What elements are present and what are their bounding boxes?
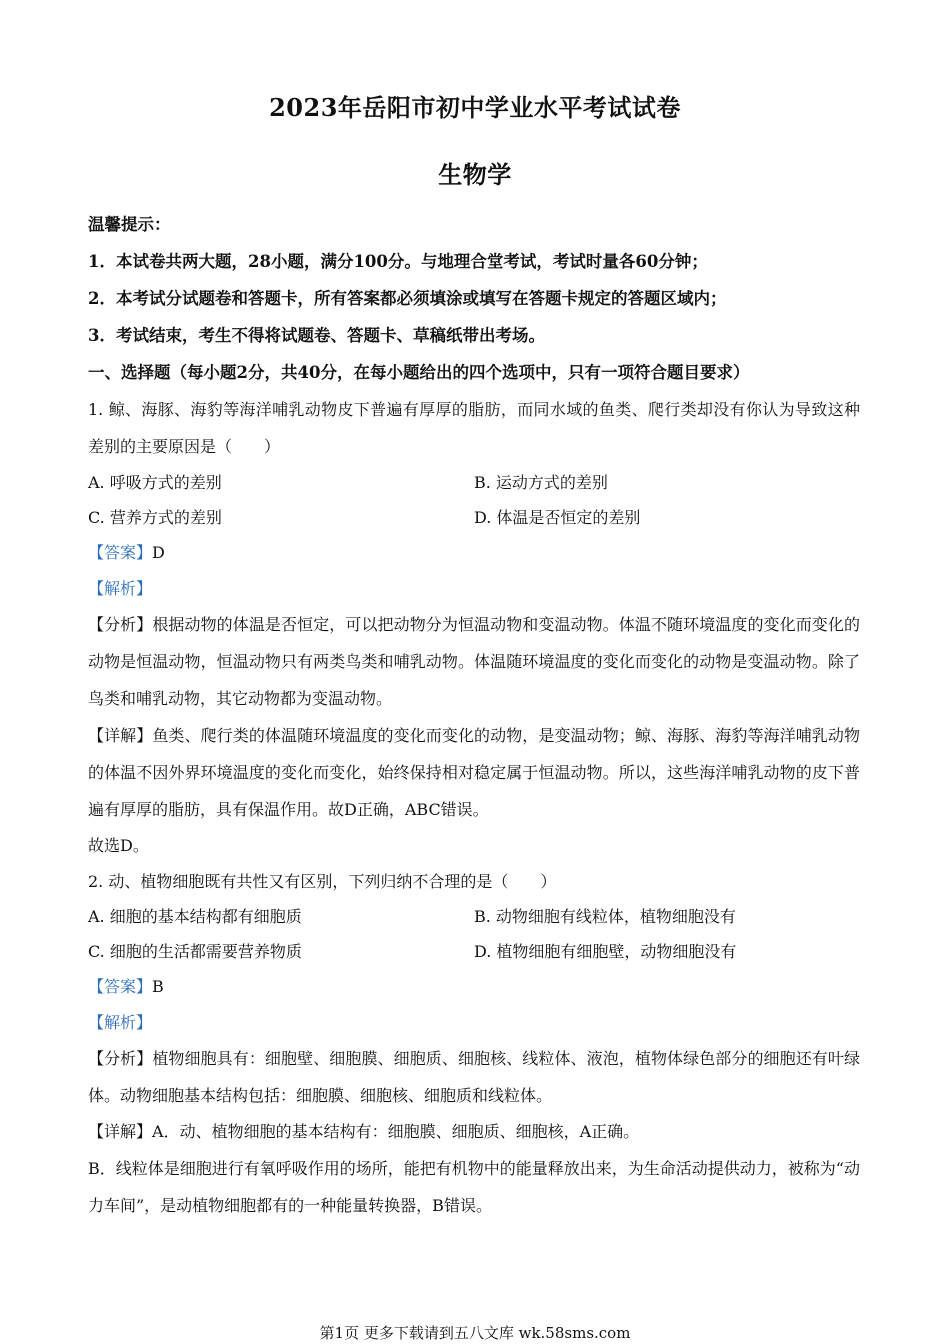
answer-tag: 【答案】: [88, 977, 153, 996]
xiangjie-tag: 【详解】: [88, 726, 153, 745]
fenxi-text: 植物细胞具有：细胞壁、细胞膜、细胞质、细胞核、线粒体、液泡，植物体绿色部分的细胞还有叶绿体。动物细胞基本结构包括：细胞膜、细胞核、细胞质和线粒体。: [88, 1049, 860, 1105]
fenxi-tag: 【分析】: [88, 1049, 153, 1068]
question-1-xiangjie: [88, 717, 860, 828]
exam-subject: 生物学: [438, 160, 512, 189]
question-2-options-row: [88, 934, 860, 969]
tip-item: 1．本试卷共两大题，28小题，满分100分。与地理合堂考试，考试时量各60分钟；: [88, 252, 708, 271]
section-heading: 一、选择题（每小题2分，共40分，在每小题给出的四个选项中，只有一项符合题目要求）: [88, 363, 750, 382]
page-footer: 第1页 更多下载请到五八文库 wk.58sms.com: [319, 1324, 631, 1342]
question-1-conclusion: 故选D。: [88, 836, 149, 855]
question-1-analysis-heading: [88, 571, 860, 607]
question-2-option-a: A. 细胞的基本结构都有细胞质: [88, 907, 302, 926]
question-1-option-a: A. 呼吸方式的差别: [88, 473, 222, 492]
question-2-fenxi: [88, 1040, 860, 1114]
question-2-option-d: D. 植物细胞有细胞壁，动物细胞没有: [474, 942, 737, 961]
question-1-stem: 1. 鲸、海豚、海豹等海洋哺乳动物皮下普遍有厚厚的脂肪，而同水域的鱼类、爬行类却没有你认为导致这种差别的主要原因是（ ）: [88, 400, 860, 456]
question-2-stem: 2. 动、植物细胞既有共性又有区别，下列归纳不合理的是（ ）: [88, 871, 557, 891]
question-1-fenxi: [88, 606, 860, 717]
exam-title: 2023年岳阳市初中学业水平考试试卷: [269, 93, 681, 122]
tips-heading: 温馨提示：: [88, 215, 171, 234]
xiangjie-text: A．动、植物细胞的基本结构有：细胞膜、细胞质、细胞核，A正确。: [152, 1122, 640, 1141]
answer-tag: 【答案】: [88, 543, 153, 562]
question-1-answer: [88, 535, 860, 571]
question-2-option-b: B. 动物细胞有线粒体，植物细胞没有: [474, 907, 736, 926]
tip-item: 3．考试结束，考生不得将试题卷、答题卡、草稿纸带出考场。: [88, 326, 545, 345]
question-2-option-c: C. 细胞的生活都需要营养物质: [88, 942, 302, 961]
xiangjie-tag: 【详解】: [88, 1122, 153, 1141]
question-1-option-b: B. 运动方式的差别: [474, 473, 608, 492]
fenxi-tag: 【分析】: [88, 615, 153, 634]
analysis-tag: 【解析】: [88, 1012, 153, 1032]
question-1-option-d: D. 体温是否恒定的差别: [474, 508, 641, 527]
tip-item: 2．本考试分试题卷和答题卡，所有答案都必须填涂或填写在答题卡规定的答题区域内；: [88, 289, 727, 308]
analysis-tag: 【解析】: [88, 578, 153, 598]
document-body: [88, 206, 860, 1224]
question-2-analysis-heading: [88, 1005, 860, 1041]
question-2-xiangjie-a: [88, 1114, 860, 1150]
question-1-options-row: [88, 465, 860, 500]
fenxi-text: 根据动物的体温是否恒定，可以把动物分为恒温动物和变温动物。体温不随环境温度的变化而变化的动物是恒温动物，恒温动物只有两类鸟类和哺乳动物。体温随环境温度的变化而变化的动物是变温动物。除了鸟类和哺乳动物，其它动物都为变温动物。: [88, 615, 860, 708]
xiangjie-text: 鱼类、爬行类的体温随环境温度的变化而变化的动物，是变温动物；鲸、海豚、海豹等海洋哺乳动物的体温不因外界环境温度的变化而变化，始终保持相对稳定属于恒温动物。所以，这些海洋哺乳动物的皮下普遍有厚厚的脂肪，具有保温作用。故D正确，ABC错误。: [88, 726, 860, 819]
question-1-options-row: [88, 500, 860, 535]
question-2-answer: [88, 969, 860, 1005]
answer-value: B: [152, 977, 164, 996]
question-2-xiangjie-b: B．线粒体是细胞进行有氧呼吸作用的场所，能把有机物中的能量释放出来，为生命活动提供动力，被称为“动力车间”，是动植物细胞都有的一种能量转换器，B错误。: [88, 1158, 860, 1215]
question-1-option-c: C. 营养方式的差别: [88, 508, 222, 527]
answer-value: D: [152, 543, 165, 562]
question-2-options-row: [88, 899, 860, 934]
